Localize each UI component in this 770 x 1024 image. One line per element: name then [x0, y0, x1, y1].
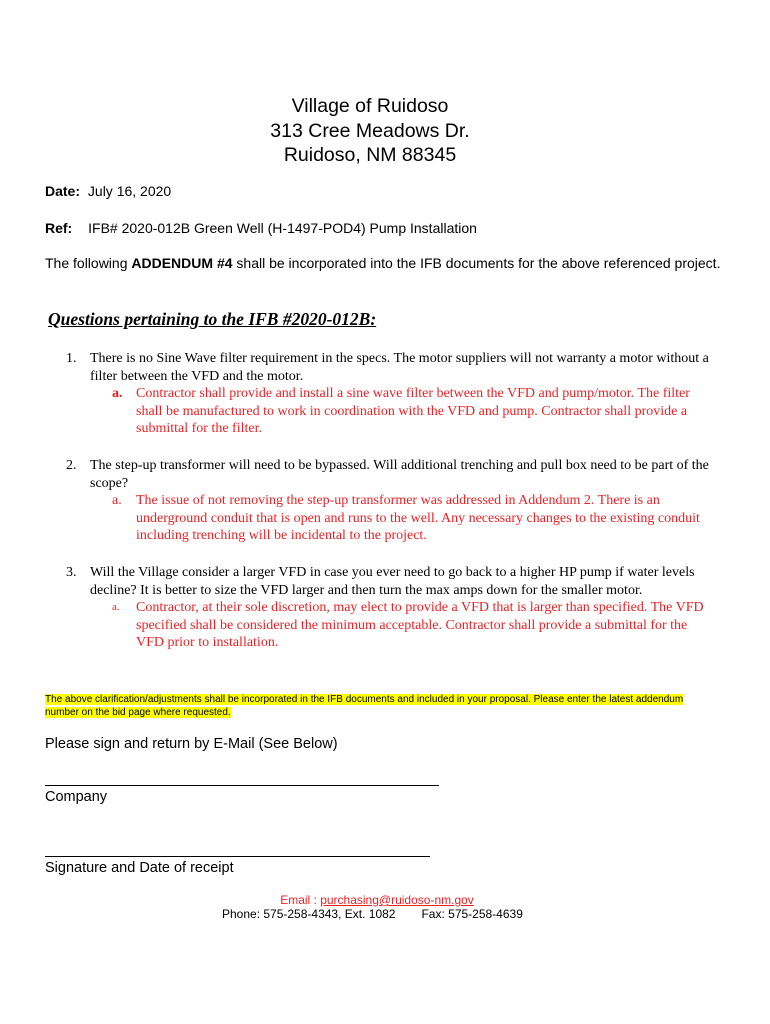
contact-email-line [0, 893, 754, 907]
answer-text: Contractor shall provide and install a sine wave filter between the VFD and pump/motor. The filter shall be manufactured to work in coordination with the VFD and pump. Contractor shall provide a submittal for the filter. [136, 386, 690, 437]
date-label: Date: [45, 183, 81, 199]
phone-number: Phone: 575-258-4343, Ext. 1082 [222, 907, 396, 921]
ref-value: IFB# 2020-012B Green Well (H-1497-POD4) Pump Installation [88, 220, 477, 236]
date-value: July 16, 2020 [87, 183, 172, 199]
answer [112, 385, 716, 438]
letterhead-street: 313 Cree Meadows Dr. [270, 119, 470, 142]
signature-date-line [45, 856, 430, 857]
question-number: 2. [66, 458, 77, 473]
company-label: Company [45, 789, 108, 805]
email-label: Email : [280, 893, 321, 907]
answer-text: Contractor, at their sole discretion, may elect to provide a VFD that is larger than specified. The VFD specified shall be considered the minimum acceptable. Contractor shall provide a submittal for the VFD prior to installation. [136, 600, 704, 651]
intro-paragraph [45, 255, 725, 273]
date-line [45, 183, 171, 199]
intro-text-before: The following [45, 255, 132, 271]
answer-text: The issue of not removing the step-up transformer was addressed in Addendum 2. There is an underground conduit that is open and runs to the well. Any necessary changes to the existing conduit including trenching will be incidental to the project. [136, 493, 700, 544]
question-text: There is no Sine Wave filter requirement in the specs. The motor suppliers will not warranty a motor without a filter between the VFD and the motor. [90, 351, 709, 384]
question-item [66, 457, 716, 545]
question-item [66, 564, 716, 652]
question-item [66, 350, 716, 438]
questions-heading: Questions pertaining to the IFB #2020-012B: [48, 309, 377, 329]
company-signature-line [45, 785, 439, 786]
ref-line [45, 220, 477, 236]
ref-label: Ref: [45, 220, 73, 236]
addendum-number: ADDENDUM #4 [131, 255, 233, 271]
letterhead-org-name: Village of Ruidoso [291, 95, 449, 117]
answer [112, 492, 716, 545]
fax-number: Fax: 575-258-4639 [421, 907, 523, 921]
answer-letter: a. [112, 601, 120, 614]
email-link[interactable]: purchasing@ruidoso-nm.gov [320, 893, 474, 907]
answer [112, 599, 716, 652]
contact-phone-line [222, 907, 523, 921]
highlighted-note: The above clarification/adjustments shall be incorporated in the IFB documents and included in your proposal. Please enter the latest addendum number on the bid page where requested. [45, 694, 684, 718]
question-text: The step-up transformer will need to be bypassed. Will additional trenching and pull box need to be part of the scope? [90, 458, 709, 491]
letterhead-city: Ruidoso, NM 88345 [283, 144, 457, 166]
question-number: 3. [66, 565, 77, 580]
question-number: 1. [66, 351, 77, 366]
answer-letter: a. [112, 386, 123, 402]
signature-date-label: Signature and Date of receipt [45, 860, 234, 876]
question-text: Will the Village consider a larger VFD in case you ever need to go back to a higher HP pump if water levels decline? It is better to size the VFD larger and then turn the max amps down for the smaller motor. [90, 565, 695, 598]
intro-text-after: shall be incorporated into the IFB documents for the above referenced project. [232, 255, 721, 271]
letterhead [0, 94, 740, 168]
sign-instruction: Please sign and return by E-Mail (See Below) [45, 736, 338, 752]
answer-letter: a. [112, 493, 122, 509]
